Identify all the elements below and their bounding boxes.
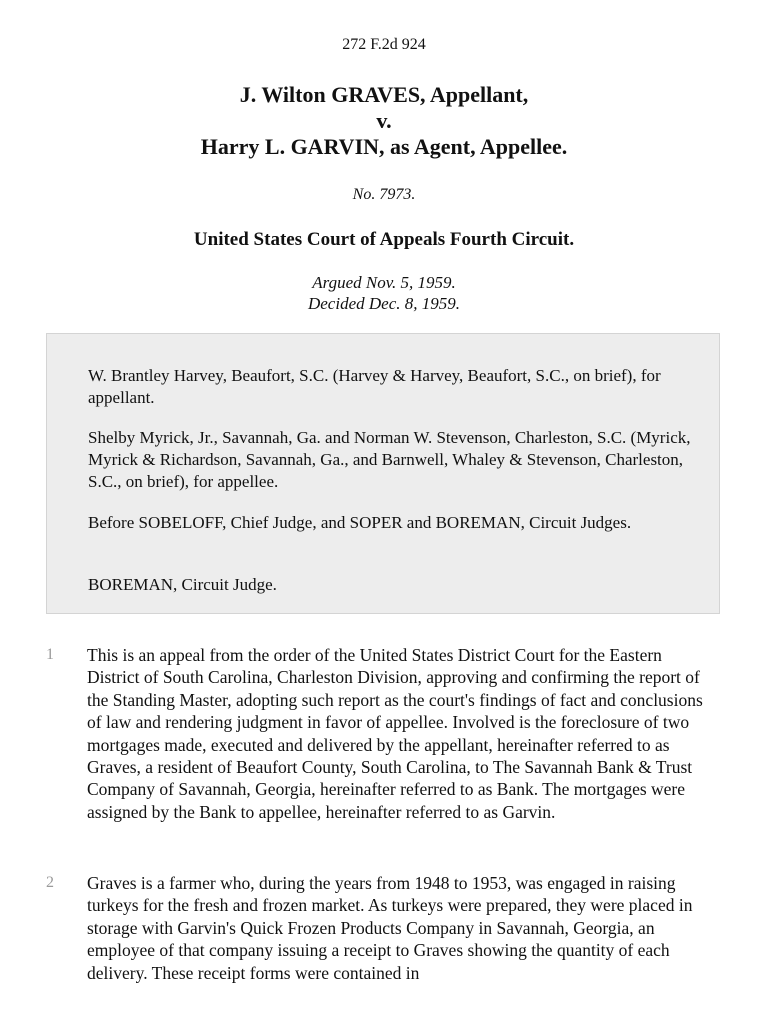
appellant-counsel: W. Brantley Harvey, Beaufort, S.C. (Harvey & Harvey, Beaufort, S.C., on brief), for appellant.: [88, 366, 661, 407]
decided-date: Decided Dec. 8, 1959.: [307, 294, 460, 313]
case-dates: [0, 272, 768, 314]
paragraph-number: 2: [46, 874, 54, 891]
case-caption: [0, 82, 768, 160]
appellee-name: Harry L. GARVIN, as Agent, Appellee.: [200, 134, 568, 159]
argued-date: Argued Nov. 5, 1959.: [312, 273, 456, 292]
paragraph-text: Graves is a farmer who, during the years from 1948 to 1953, was engaged in raising turkeys for the fresh and frozen market. As turkeys were prepared, they were placed in storage with Garvin's Quick Frozen Products Company in Savannah, Georgia, an employee of that company issuing a receipt to Graves showing the quantity of each delivery. These receipt forms were contained in: [87, 873, 693, 983]
appellee-counsel: Shelby Myrick, Jr., Savannah, Ga. and Norman W. Stevenson, Charleston, S.C. (Myrick, Myrick & Richardson, Savannah, Ga., and Barnwell, Whaley & Stevenson, Charleston, S.C., on brief), for appellee.: [88, 428, 691, 491]
docket-number: No. 7973.: [352, 186, 416, 203]
versus-label: v.: [376, 108, 392, 133]
counsel-box: [46, 333, 720, 614]
paragraph-text: This is an appeal from the order of the United States District Court for the Eastern District of South Carolina, Charleston Division, approving and confirming the report of the Standing Master, adopting such report as the court's findings of fact and conclusions of law and rendering judgment in favor of appellee. Involved is the foreclosure of two mortgages made, executed and delivered by the appellant, hereinafter referred to as Graves, a resident of Beaufort County, South Carolina, to The Savannah Bank & Trust Company of Savannah, Georgia, hereinafter referred to as Bank. The mortgages were assigned by the Bank to appellee, hereinafter referred to as Garvin.: [87, 645, 703, 822]
paragraph-number: 1: [46, 646, 54, 663]
appellant-name: J. Wilton GRAVES, Appellant,: [239, 82, 529, 107]
case-citation: 272 F.2d 924: [342, 36, 426, 53]
judicial-panel: Before SOBELOFF, Chief Judge, and SOPER and BOREMAN, Circuit Judges.: [88, 513, 632, 532]
court-name: United States Court of Appeals Fourth Circuit.: [193, 229, 575, 250]
opinion-author: BOREMAN, Circuit Judge.: [88, 575, 277, 594]
